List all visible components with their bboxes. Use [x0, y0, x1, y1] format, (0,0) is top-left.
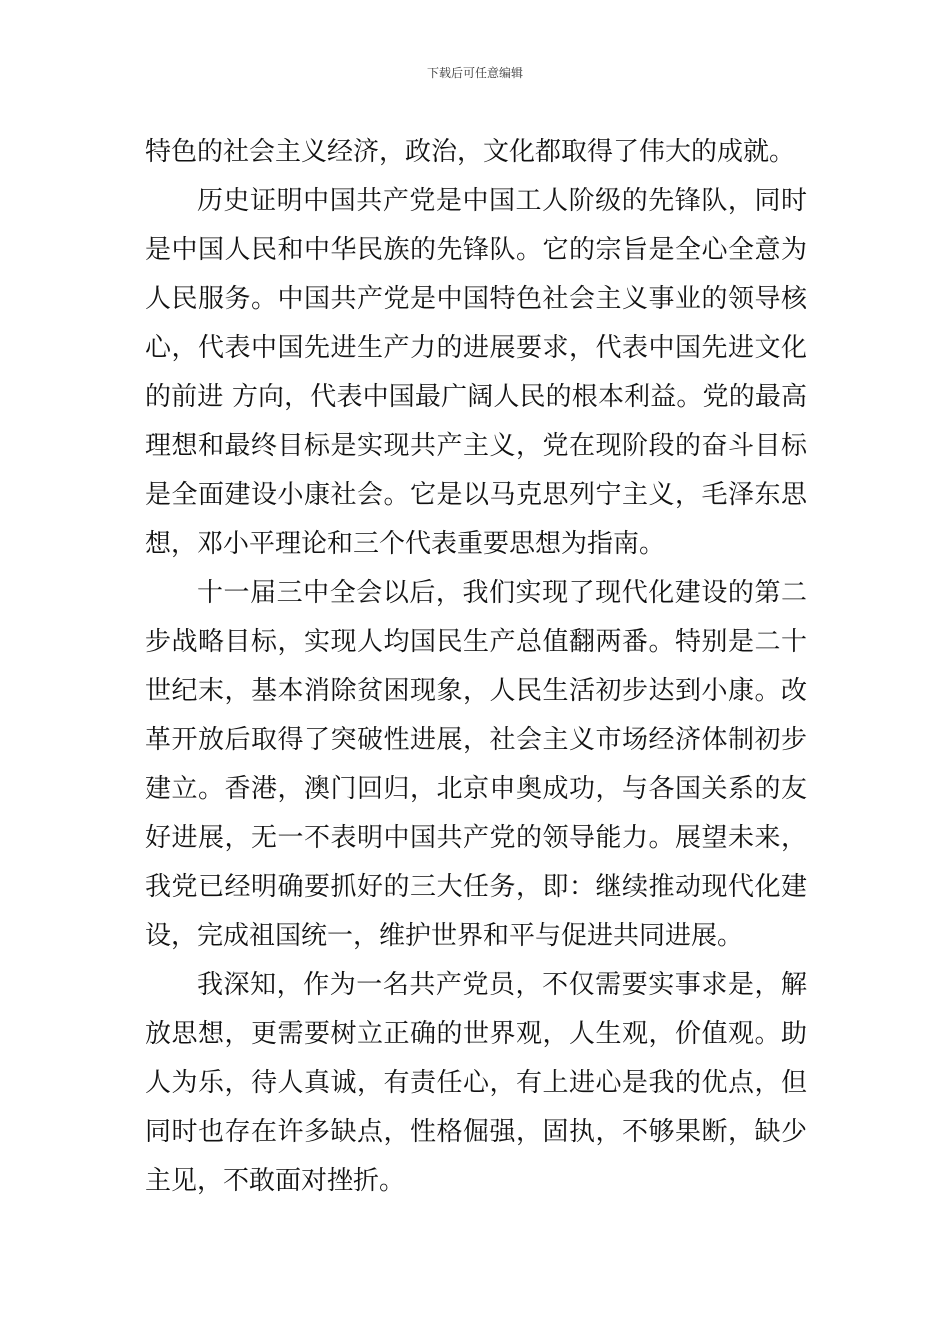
text-line: 主见，不敢面对挫折。: [145, 1166, 406, 1196]
text-line: 是全面建设小康社会。它是以马克思列宁主义，毛泽东思: [145, 480, 807, 510]
document-body: [145, 128, 807, 1206]
text-line: 历史证明中国共产党是中国工人阶级的先锋队，同时: [197, 186, 807, 216]
text-line: 建立。香港，澳门回归，北京申奥成功，与各国关系的友: [145, 774, 807, 804]
text-line: 设，完成祖国统一，维护世界和平与促进共同进展。: [145, 921, 744, 951]
text-line: 步战略目标，实现人均国民生产总值翻两番。特别是二十: [145, 627, 807, 657]
paragraph: [145, 128, 807, 177]
text-line: 好进展，无一不表明中国共产党的领导能力。展望未来，: [145, 823, 807, 853]
text-line: 革开放后取得了突破性进展，社会主义市场经济体制初步: [145, 725, 807, 755]
text-line: 人民服务。中国共产党是中国特色社会主义事业的领导核: [145, 284, 807, 314]
text-line: 我党已经明确要抓好的三大任务，即：继续推动现代化建: [145, 872, 807, 902]
text-line: 我深知，作为一名共产党员，不仅需要实事求是，解: [197, 970, 807, 1000]
paragraph: [145, 569, 807, 961]
page-header: 下载后可任意编辑: [426, 66, 523, 80]
paragraph: [145, 961, 807, 1206]
text-line: 心，代表中国先进生产力的进展要求，代表中国先进文化: [145, 333, 807, 363]
text-line: 特色的社会主义经济，政治，文化都取得了伟大的成就。: [145, 137, 796, 167]
text-line: 人为乐，待人真诚，有责任心，有上进心是我的优点，但: [145, 1068, 807, 1098]
paragraph: [145, 177, 807, 569]
text-line: 世纪末，基本消除贫困现象，人民生活初步达到小康。改: [145, 676, 807, 706]
text-line: 十一届三中全会以后，我们实现了现代化建设的第二: [197, 578, 807, 608]
text-line: 放思想，更需要树立正确的世界观，人生观，价值观。助: [145, 1019, 807, 1049]
text-line: 同时也存在许多缺点，性格倔强，固执，不够果断，缺少: [145, 1117, 807, 1147]
text-line: 是中国人民和中华民族的先锋队。它的宗旨是全心全意为: [145, 235, 807, 265]
text-line: 的前进 方向，代表中国最广阔人民的根本利益。党的最高: [145, 382, 807, 412]
text-line: 理想和最终目标是实现共产主义，党在现阶段的奋斗目标: [145, 431, 807, 461]
text-line: 想，邓小平理论和三个代表重要思想为指南。: [145, 529, 666, 559]
